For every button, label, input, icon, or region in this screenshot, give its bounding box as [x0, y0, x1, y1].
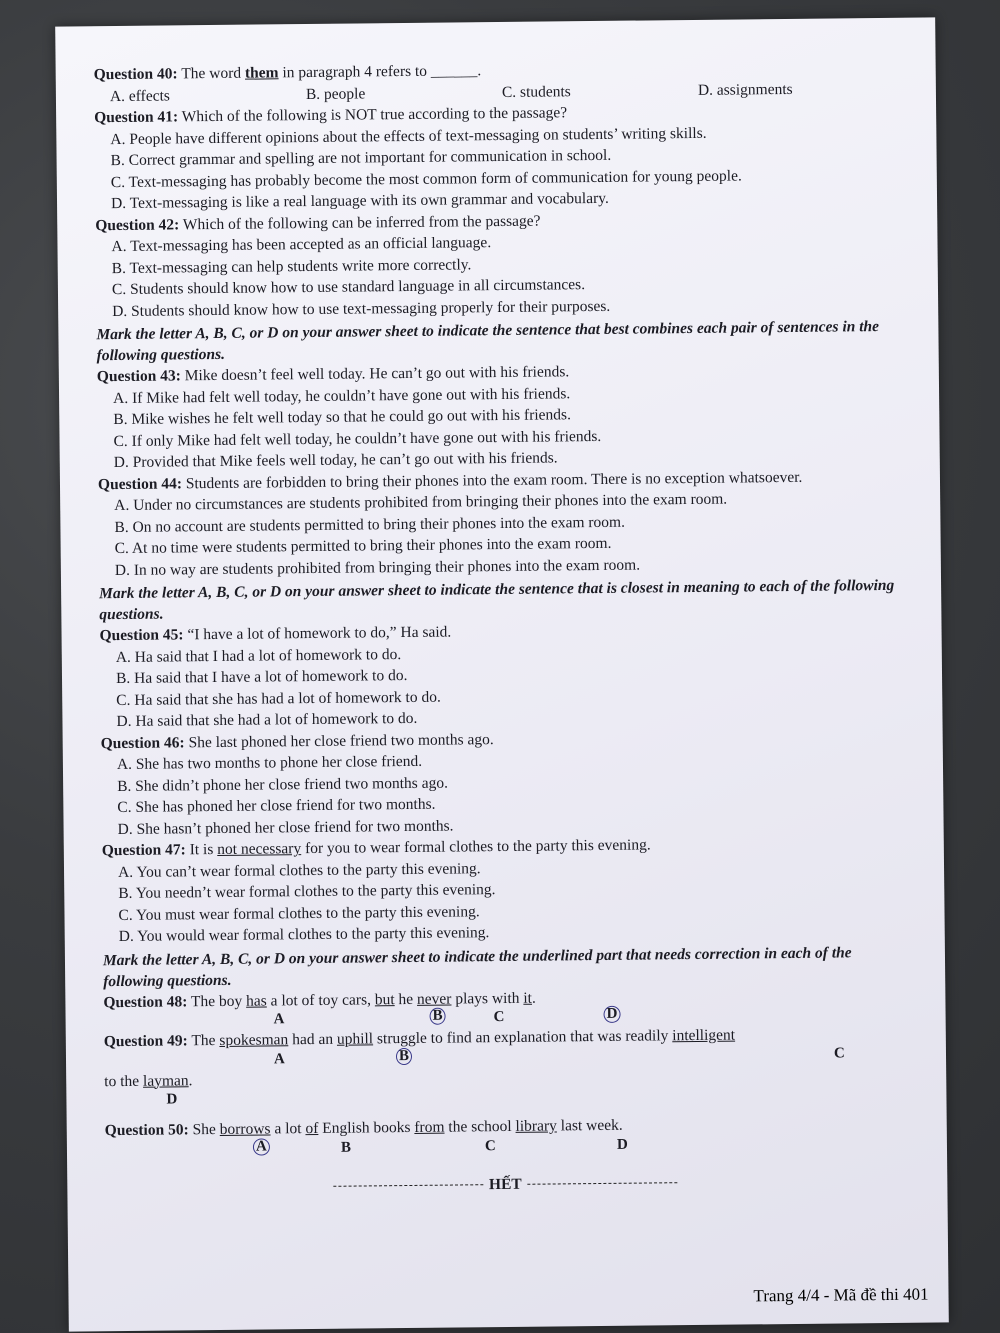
- divider: [528, 1183, 678, 1186]
- letter-b: B: [429, 1008, 445, 1025]
- option-b: B. Ha said that I have a lot of homework to do.: [115, 666, 408, 688]
- sentence-text: struggle to find an explanation that was readily: [376, 1027, 669, 1048]
- sentence-text: the school: [448, 1117, 512, 1136]
- sentence-text: a lot: [274, 1120, 302, 1138]
- question-stem: “I have a lot of homework to do,” Ha said.: [187, 623, 452, 644]
- option-c: C. If only Mike had felt well today, he couldn’t have gone out with his friends.: [113, 427, 602, 450]
- letter-b: B: [396, 1047, 412, 1064]
- option-c: C. She has phoned her close friend for two months.: [117, 795, 436, 817]
- underlined-phrase: not necessary: [217, 840, 302, 858]
- section-instruction: Mark the letter A, B, C, or D on your answer sheet to indicate the underlined part that needs correction in each of the following questions.: [102, 943, 852, 990]
- option-c: C. You must wear formal clothes to the party this evening.: [118, 902, 480, 924]
- underlined-word: them: [244, 64, 279, 82]
- letter-c: C: [833, 1044, 845, 1062]
- underlined-part-d: library: [515, 1117, 557, 1135]
- question-label: Question 49:: [103, 1032, 188, 1051]
- letter-c: C: [484, 1137, 496, 1154]
- question-label: Question 43:: [96, 367, 181, 386]
- letter-d: D: [616, 1136, 628, 1153]
- sentence-text: The: [191, 1032, 216, 1050]
- sentence-text: had an: [292, 1030, 334, 1049]
- underlined-part-c: never: [416, 990, 452, 1008]
- letter-a: A: [253, 1138, 270, 1155]
- question-stem: The word: [181, 64, 242, 83]
- question-label: Question 40:: [93, 65, 178, 84]
- option-c: C. students: [501, 82, 571, 101]
- underlined-part-b: of: [305, 1119, 319, 1138]
- option-b: B. Correct grammar and spelling are not important for communication in school.: [110, 146, 612, 170]
- option-d: D. assignments: [697, 80, 793, 99]
- sentence-text: last week.: [560, 1116, 623, 1135]
- letter-b: B: [340, 1139, 352, 1156]
- option-a: A. Ha said that I had a lot of homework to do.: [115, 645, 402, 666]
- sentence-text: plays with: [455, 989, 520, 1008]
- end-marker: [105, 1169, 905, 1199]
- question-stem: in paragraph 4 refers to ______.: [282, 62, 482, 82]
- sentence-text: a lot of toy cars,: [270, 990, 372, 1009]
- underlined-part-a: borrows: [219, 1120, 271, 1138]
- exam-page: [55, 17, 949, 1331]
- option-a: A. effects: [109, 86, 170, 105]
- exam-content: [94, 56, 906, 1199]
- question-stem: Mike doesn’t feel well today. He can’t go out with his friends.: [184, 363, 570, 385]
- option-a: A. Under no circumstances are students prohibited from bringing their phones into the exam room.: [114, 490, 728, 515]
- option-b: B. You needn’t wear formal clothes to the party this evening.: [118, 881, 496, 903]
- question-stem: She last phoned her close friend two months ago.: [188, 730, 494, 751]
- sentence-text: to the: [104, 1072, 140, 1090]
- question-label: Question 45:: [99, 626, 184, 645]
- question-stem: It is: [189, 841, 214, 859]
- underlined-part-c: from: [414, 1118, 445, 1136]
- option-b: B. Text-messaging can help students write more correctly.: [111, 255, 472, 277]
- page-footer: Trang 4/4 - Mã đề thi 401: [753, 1284, 929, 1306]
- sentence-text: .: [531, 989, 536, 1007]
- section-instruction: Mark the letter A, B, C, or D on your answer sheet to indicate the sentence that best combines each pair of sentences in the following questions.: [96, 318, 880, 365]
- option-c: C. At no time were students permitted to bring their phones into the exam room.: [114, 534, 612, 558]
- underlined-part-c: intelligent: [672, 1026, 736, 1045]
- question-stem: Students are forbidden to bring their phones into the exam room. There is no exception whatsoever.: [185, 468, 803, 492]
- sentence-text: he: [398, 990, 414, 1008]
- letter-a: A: [273, 1011, 285, 1028]
- option-d: D. Ha said that she had a lot of homework to do.: [116, 709, 418, 731]
- option-a: A. People have different opinions about the effects of text-messaging on students’ writing skills.: [110, 124, 707, 148]
- question-label: Question 41:: [94, 108, 179, 127]
- letter-d: D: [603, 1006, 620, 1023]
- question-label: Question 46:: [100, 733, 185, 752]
- sentence-text: She: [192, 1121, 216, 1139]
- option-a: A. If Mike had felt well today, he couldn’t have gone out with his friends.: [112, 384, 571, 407]
- option-a: A. She has two months to phone her close friend.: [116, 752, 423, 774]
- question-stem: Which of the following is NOT true according to the passage?: [181, 104, 568, 126]
- divider: [333, 1185, 483, 1188]
- question-label: Question 42:: [95, 215, 180, 234]
- letter-a: A: [273, 1050, 285, 1067]
- option-a: A. Text-messaging has been accepted as an official language.: [111, 234, 492, 256]
- option-b: B. On no account are students permitted to bring their phones into the exam room.: [114, 513, 626, 536]
- option-c: C. Text-messaging has probably become the most common form of communication for young people.: [110, 166, 742, 191]
- underlined-part-a: has: [246, 991, 267, 1010]
- option-c: C. Students should know how to use standard language in all circumstances.: [111, 276, 586, 299]
- section-instruction: Mark the letter A, B, C, or D on your answer sheet to indicate the sentence that is closest in meaning to each of the following questions.: [99, 576, 895, 624]
- option-d: D. Text-messaging is like a real language with its own grammar and vocabulary.: [110, 189, 609, 213]
- underlined-part-b: but: [374, 990, 395, 1008]
- question-stem: for you to wear formal clothes to the party this evening.: [304, 836, 651, 858]
- letter-c: C: [493, 1008, 505, 1026]
- question-stem: Which of the following can be inferred from the passage?: [182, 212, 541, 233]
- sentence-text: The boy: [190, 992, 243, 1010]
- end-text: HẾT: [488, 1175, 522, 1193]
- sentence-text: .: [188, 1071, 193, 1089]
- sentence-text: English books: [322, 1118, 411, 1137]
- option-b: B. She didn’t phone her close friend two months ago.: [117, 774, 448, 795]
- option-a: A. You can’t wear formal clothes to the party this evening.: [117, 859, 481, 881]
- question-label: Question 50:: [104, 1121, 189, 1140]
- option-d: D. Students should know how to use text-messaging properly for their purposes.: [112, 297, 611, 320]
- option-d: D. Provided that Mike feels well today, he can’t go out with his friends.: [113, 449, 558, 472]
- question-label: Question 48:: [103, 992, 188, 1011]
- option-d: D. In no way are students prohibited from bringing their phones into the exam room.: [114, 556, 641, 579]
- letter-d: D: [166, 1091, 178, 1108]
- option-d: D. You would wear formal clothes to the party this evening.: [118, 924, 490, 946]
- option-d: D. She hasn’t phoned her close friend for two months.: [117, 817, 454, 838]
- underlined-part-d: layman: [142, 1071, 189, 1090]
- question-label: Question 44:: [97, 474, 183, 493]
- option-b: B. Mike wishes he felt well today so that he could go out with his friends.: [113, 406, 571, 429]
- underlined-part-d: it: [523, 989, 533, 1007]
- option-c: C. Ha said that she has had a lot of homework to do.: [116, 688, 441, 709]
- underlined-part-b: uphill: [336, 1030, 374, 1048]
- option-b: B. people: [305, 84, 366, 103]
- underlined-part-a: spokesman: [219, 1031, 289, 1049]
- question-label: Question 47:: [101, 841, 186, 860]
